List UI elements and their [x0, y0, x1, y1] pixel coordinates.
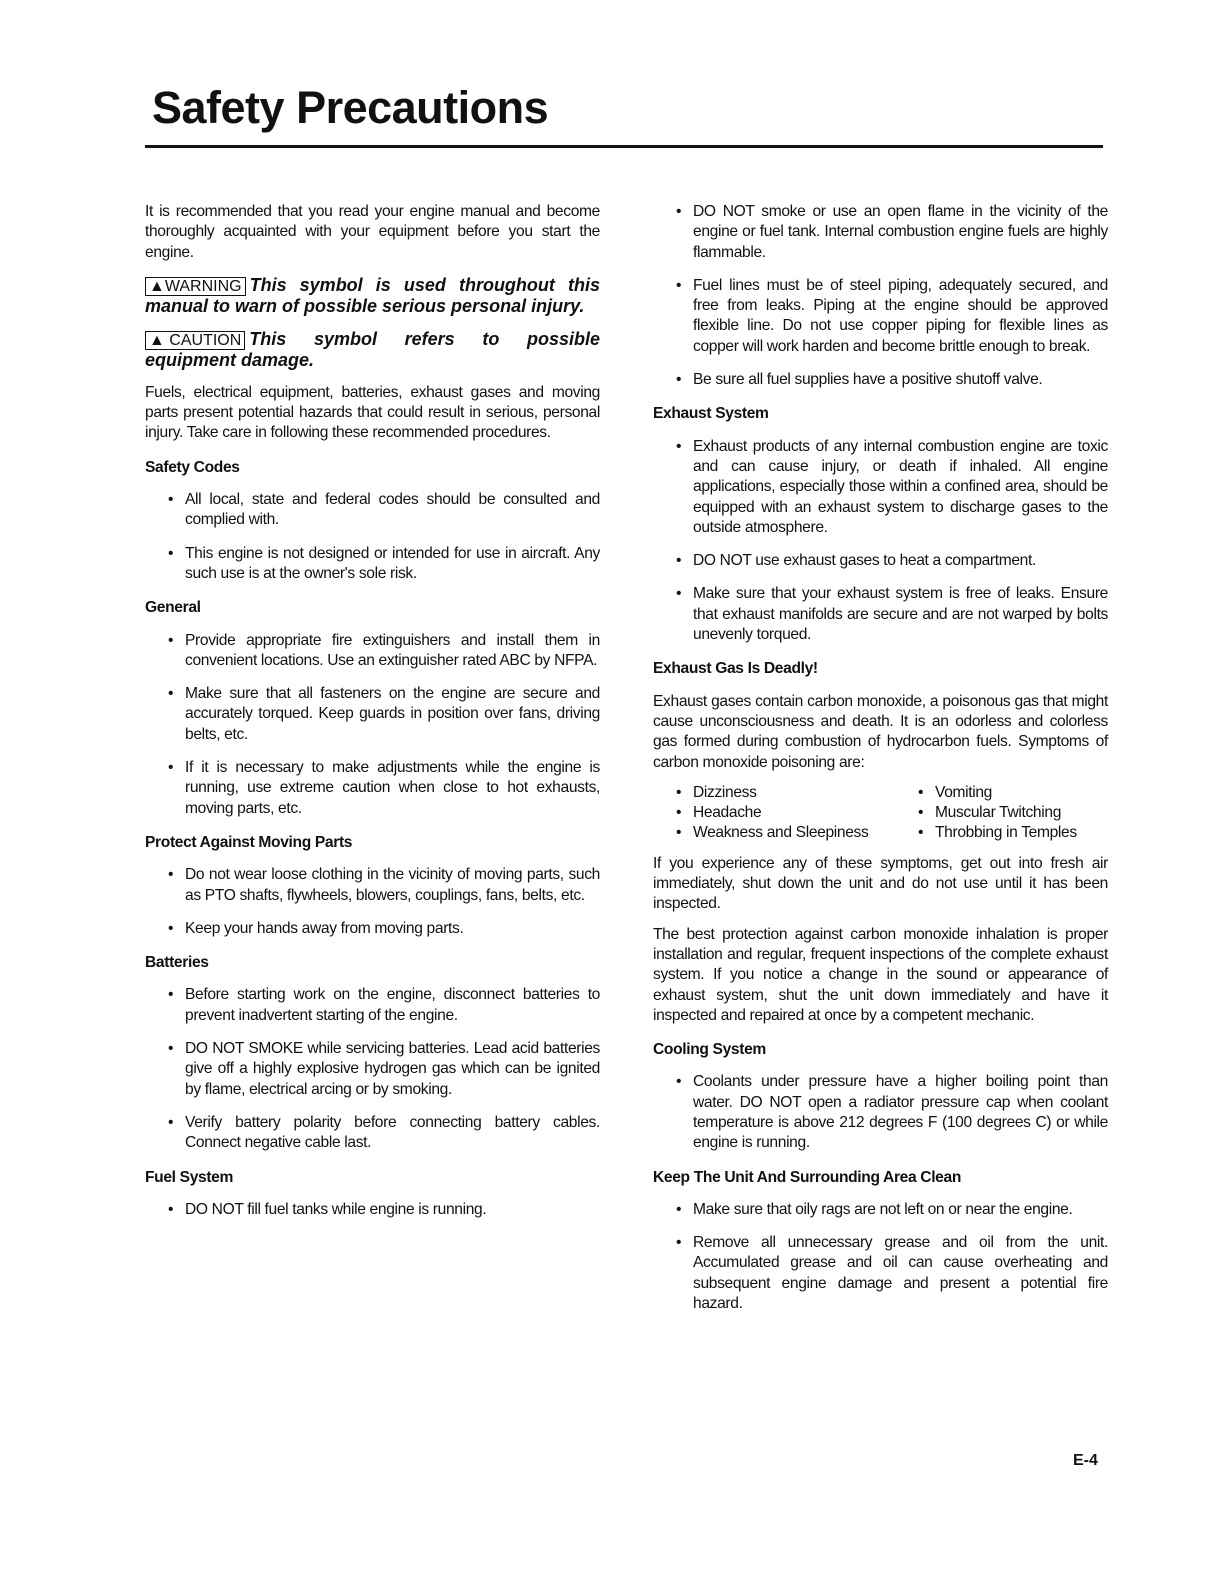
list-item: • DO NOT smoke or use an open flame in the vicinity of the engine or fuel tank. Internal combustion engine fuels are highly flammable. — [653, 202, 1108, 263]
bullet-list — [653, 1072, 1108, 1153]
list-item: • Make sure that oily rags are not left on or near the engine. — [653, 1200, 1108, 1220]
notice-block — [145, 275, 600, 317]
symptom-item: • Vomiting — [895, 783, 1095, 803]
bullet-list — [145, 490, 600, 584]
paragraph: If you experience any of these symptoms, get out into fresh air immediately, shut down the unit and do not use until it has been inspected. — [653, 854, 1108, 913]
list-item: • DO NOT SMOKE while servicing batteries. Lead acid batteries give off a highly explosive hydrogen gas which can be ignited by flame, electrical arcing or by smoking. — [145, 1039, 600, 1100]
symptom-item: • Throbbing in Temples — [895, 823, 1095, 843]
list-item: • Keep your hands away from moving parts. — [145, 919, 600, 939]
list-item: • DO NOT fill fuel tanks while engine is running. — [145, 1200, 600, 1220]
right-column — [653, 202, 1108, 1327]
paragraph: It is recommended that you read your engine manual and become thoroughly acquainted with your equipment before you start the engine. — [145, 203, 600, 261]
section-heading: Protect Against Moving Parts — [145, 833, 353, 851]
list-item: • Do not wear loose clothing in the vicinity of moving parts, such as PTO shafts, flywheels, blowers, couplings, fans, belts, etc. — [145, 865, 600, 906]
list-item: • Before starting work on the engine, disconnect batteries to prevent inadvertent starting of the engine. — [145, 985, 600, 1026]
section-heading: Exhaust System — [653, 405, 769, 423]
list-item: • Make sure that your exhaust system is free of leaks. Ensure that exhaust manifolds are secure and are not warped by bolts unevenly torqued. — [653, 584, 1108, 645]
list-item: • This engine is not designed or intended for use in aircraft. Any such use is at the owner's sole risk. — [145, 544, 600, 585]
bullet-list — [145, 1200, 600, 1220]
section-heading: Cooling System — [653, 1041, 766, 1059]
bullet-list — [145, 631, 600, 819]
section-heading: Exhaust Gas Is Deadly! — [653, 660, 818, 678]
section-heading: General — [145, 599, 201, 617]
section-heading: Fuel System — [145, 1168, 234, 1186]
section-heading: Batteries — [145, 954, 209, 972]
section-heading: Safety Codes — [145, 458, 240, 476]
list-item: • If it is necessary to make adjustments while the engine is running, use extreme caution when close to hot exhausts, moving parts, etc. — [145, 758, 600, 819]
paragraph: Fuels, electrical equipment, batteries, exhaust gases and moving parts present potential hazards that could result in serious, personal injury. Take care in following these recommended procedures. — [145, 383, 600, 442]
notice-text: This symbol is used throughout this manual to warn of possible serious personal injury. — [145, 274, 600, 316]
notice-label: ▲WARNING — [145, 277, 246, 296]
page-title: Safety Precautions — [152, 82, 549, 133]
notice-block — [145, 329, 600, 371]
symptom-item: • Muscular Twitching — [895, 803, 1095, 823]
bullet-list — [653, 202, 1108, 390]
list-item: • DO NOT use exhaust gases to heat a compartment. — [653, 551, 1108, 571]
paragraph: Exhaust gases contain carbon monoxide, a poisonous gas that might cause unconsciousness and death. It is an odorless and colorless gas formed during combustion of hydrocarbon fuels. Symptoms of carbon monoxide poisoning are: — [653, 692, 1108, 771]
symptom-item: • Dizziness — [653, 783, 895, 803]
list-item: • Be sure all fuel supplies have a positive shutoff valve. — [653, 370, 1108, 390]
list-item: • Remove all unnecessary grease and oil from the unit. Accumulated grease and oil can cause overheating and subsequent engine damage and present a potential fire hazard. — [653, 1233, 1108, 1314]
list-item: • Verify battery polarity before connecting battery cables. Connect negative cable last. — [145, 1113, 600, 1154]
list-item: • Fuel lines must be of steel piping, adequately secured, and free from leaks. Piping at the engine should be approved flexible line. Do not use copper piping for flexible lines as copper will work harden and become brittle enough to break. — [653, 276, 1108, 357]
bullet-list — [653, 1200, 1108, 1314]
paragraph: The best protection against carbon monoxide inhalation is proper installation and regular, frequent inspections of the complete exhaust system. If you notice a change in the sound or appearance of exhaust system, shut the unit down immediately and have it inspected and repaired at once by a competent mechanic. — [653, 925, 1108, 1024]
page-number: E-4 — [1073, 1452, 1098, 1469]
bullet-list — [653, 437, 1108, 646]
bullet-list — [145, 865, 600, 939]
section-heading: Keep The Unit And Surrounding Area Clean — [653, 1168, 962, 1186]
list-item: • Provide appropriate fire extinguishers and install them in convenient locations. Use an extinguisher rated ABC by NFPA. — [145, 631, 600, 672]
list-item: • Exhaust products of any internal combustion engine are toxic and can cause injury, or death if inhaled. All engine applications, especially those within a confined area, should be equipped with an exhaust system to discharge gases to the outside atmosphere. — [653, 437, 1108, 538]
notice-text: This symbol refers to possible equipment damage. — [145, 328, 600, 370]
list-item: • All local, state and federal codes should be consulted and complied with. — [145, 490, 600, 531]
symptom-item: • Headache — [653, 803, 895, 823]
bullet-list — [145, 985, 600, 1153]
title-rule — [145, 145, 1103, 148]
symptom-item: • Weakness and Sleepiness — [653, 823, 895, 843]
list-item: • Make sure that all fasteners on the engine are secure and accurately torqued. Keep guards in position over fans, driving belts, etc. — [145, 684, 600, 745]
left-column — [145, 202, 600, 1233]
symptom-list — [653, 783, 1108, 844]
notice-label: ▲ CAUTION — [145, 331, 245, 350]
list-item: • Coolants under pressure have a higher boiling point than water. DO NOT open a radiator pressure cap when coolant temperature is above 212 degrees F (100 degrees C) or while engine is running. — [653, 1072, 1108, 1153]
